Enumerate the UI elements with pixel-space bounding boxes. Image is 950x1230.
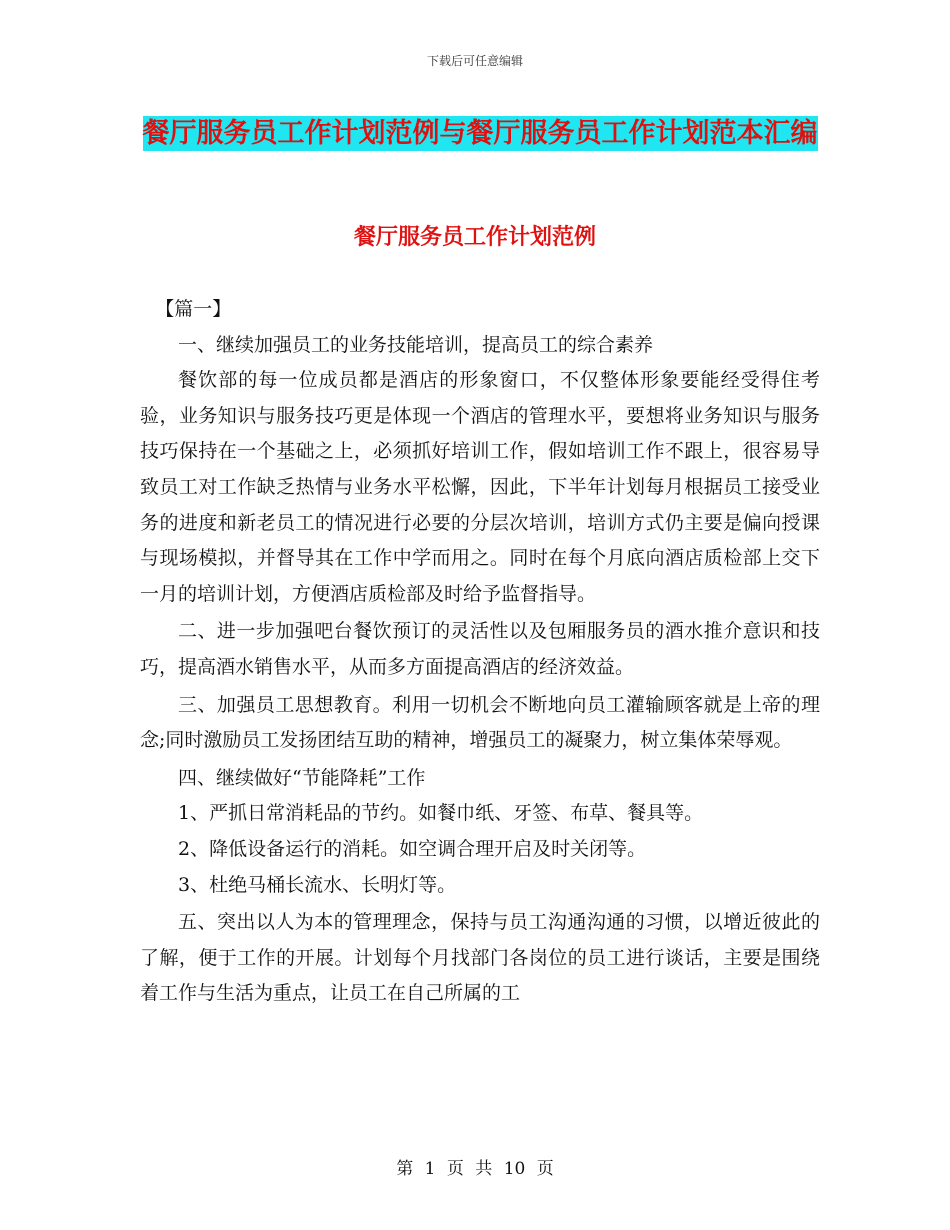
list-item: 1、严抓日常消耗品的节约。如餐巾纸、牙签、布草、餐具等。 [178,802,704,825]
document-title-text: 餐厅服务员工作计划范例与餐厅服务员工作计划范本汇编 [142,118,818,149]
paragraph: 一、继续加强员工的业务技能培训，提高员工的综合素养 [178,333,654,356]
list-item: 2、降低设备运行的消耗。如空调合理开启及时关闭等。 [178,837,647,860]
paragraph: 二、进一步加强吧台餐饮预订的灵活性以及包厢服务员的酒水推介意识和技巧，提高酒水销售水平，从而多方面提高酒店的经济效益。 [140,620,820,678]
page-header-note: 下载后可任意编辑 [426,54,523,68]
paragraph: 五、突出以人为本的管理理念，保持与员工沟通沟通的习惯，以增近彼此的了解，便于工作的开展。计划每个月找部门各岗位的员工进行谈话，主要是围绕着工作与生活为重点，让员工在自己所属的工 [140,911,820,1005]
page-footer: 第 1 页 共 10 页 [396,1159,554,1179]
document-title [140,110,820,157]
section-title: 餐厅服务员工作计划范例 [353,225,596,250]
list-item: 3、杜绝马桶长流水、长明灯等。 [178,873,457,896]
paragraph: 四、继续做好“节能降耗”工作 [178,766,426,789]
document-body [140,292,820,1012]
paragraph: 餐饮部的每一位成员都是酒店的形象窗口，不仅整体形象要能经受得住考验，业务知识与服务技巧更是体现一个酒店的管理水平，要想将业务知识与服务技巧保持在一个基础之上，必须抓好培训工作，假如培训工作不跟上，很容易导致员工对工作缺乏热情与业务水平松懈，因此，下半年计划每月根据员工接受业务的进度和新老员工的情况进行必要的分层次培训，培训方式仍主要是偏向授课与现场模拟，并督导其在工作中学而用之。同时在每个月底向酒店质检部上交下一月的培训计划，方便酒店质检部及时给予监督指导。 [140,369,820,605]
part-heading: 【篇一】 [155,298,232,320]
paragraph: 三、加强员工思想教育。利用一切机会不断地向员工灌输顾客就是上帝的理念;同时激励员工发扬团结互助的精神，增强员工的凝聚力，树立集体荣辱观。 [140,693,820,752]
